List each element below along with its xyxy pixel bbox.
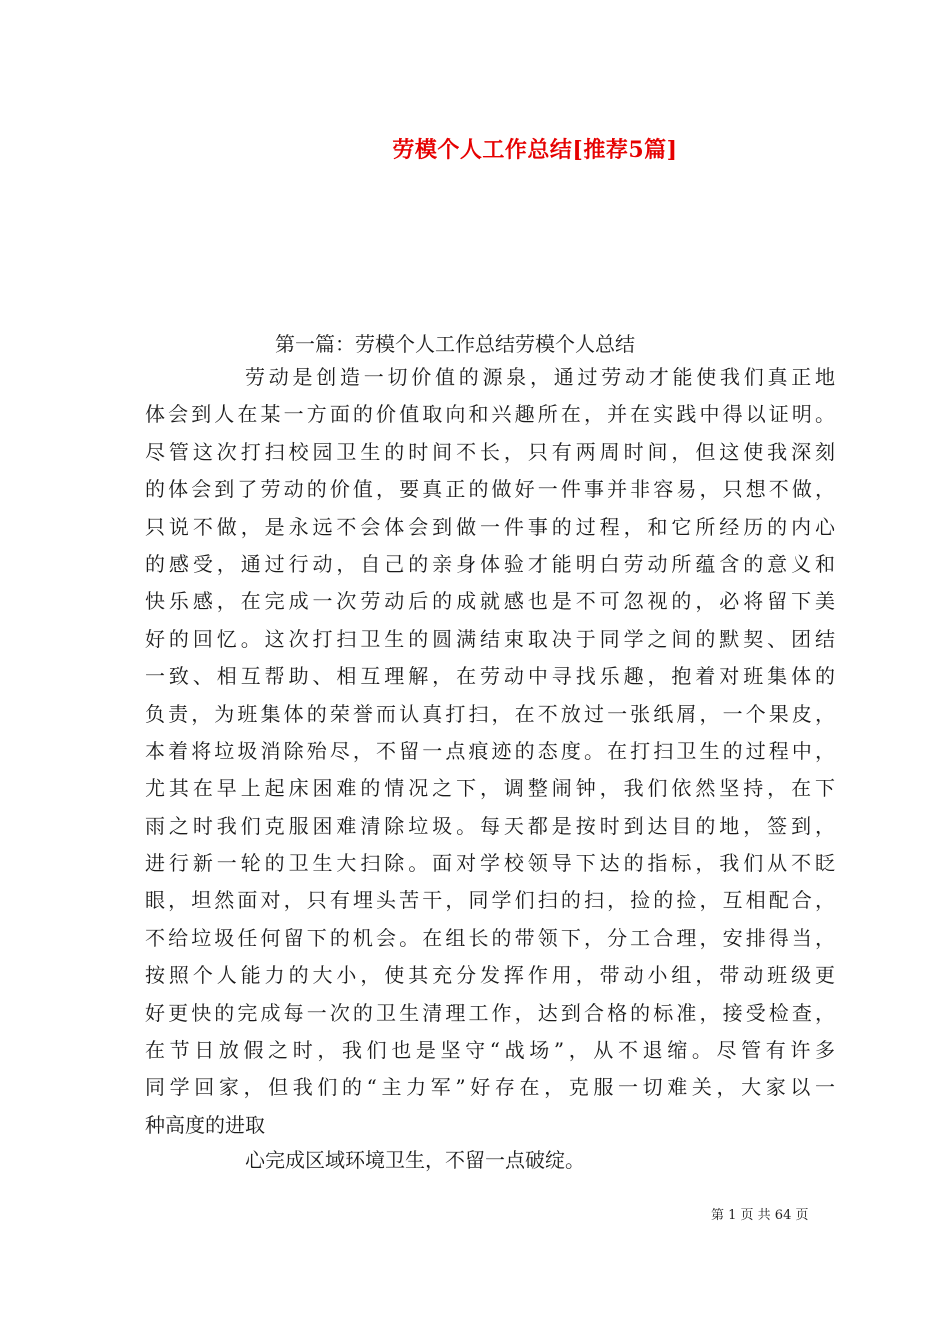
page-number-footer: 第 1 页 共 64 页 (711, 1208, 809, 1223)
body-line: 的感受，通过行动，自己的亲身体验才能明白劳动所蕴含的意义和 (145, 551, 835, 576)
body-line: 种高度的进取 (145, 1112, 265, 1137)
body-text (145, 359, 835, 1144)
document-title: 劳模个人工作总结[推荐5篇] (392, 137, 678, 163)
body-line: 在节日放假之时，我们也是坚守“战场”，从不退缩。尽管有许多 (145, 1038, 835, 1063)
body-line: 尽管这次打扫校园卫生的时间不长，只有两周时间，但这使我深刻 (145, 439, 835, 464)
body-line: 尤其在早上起床困难的情况之下，调整闹钟，我们依然坚持，在下 (145, 776, 835, 801)
body-line: 眼，坦然面对，只有埋头苦干，同学们扫的扫，捡的捡，互相配合， (145, 888, 835, 913)
body-line: 雨之时我们克服困难清除垃圾。每天都是按时到达目的地，签到， (145, 813, 835, 838)
body-line: 好更快的完成每一次的卫生清理工作，达到合格的标准，接受检查， (145, 1000, 835, 1025)
body-line: 劳动是创造一切价值的源泉，通过劳动才能使我们真正地 (245, 365, 835, 389)
body-line: 进行新一轮的卫生大扫除。面对学校领导下达的指标，我们从不眨 (145, 851, 835, 876)
body-line: 只说不做，是永远不会体会到做一件事的过程，和它所经历的内心 (145, 514, 835, 539)
body-line: 快乐感，在完成一次劳动后的成就感也是不可忽视的，必将留下美 (145, 589, 835, 614)
body-line: 按照个人能力的大小，使其充分发挥作用，带动小组，带动班级更 (145, 963, 835, 988)
body-line: 不给垃圾任何留下的机会。在组长的带领下，分工合理，安排得当， (145, 925, 835, 950)
trailing-line: 心完成区域环境卫生，不留一点破绽。 (245, 1148, 585, 1172)
body-line: 好的回忆。这次打扫卫生的圆满结束取决于同学之间的默契、团结 (145, 626, 835, 651)
body-line: 的体会到了劳动的价值，要真正的做好一件事并非容易，只想不做， (145, 477, 835, 502)
body-line: 体会到人在某一方面的价值取向和兴趣所在，并在实践中得以证明。 (145, 402, 835, 427)
body-line: 一致、相互帮助、相互理解，在劳动中寻找乐趣，抱着对班集体的 (145, 664, 835, 689)
section-heading: 第一篇：劳模个人工作总结劳模个人总结 (275, 332, 635, 356)
body-line: 同学回家，但我们的“主力军”好存在，克服一切难关，大家以一 (145, 1075, 835, 1100)
body-line: 负责，为班集体的荣誉而认真打扫，在不放过一张纸屑，一个果皮， (145, 701, 835, 726)
body-line: 本着将垃圾消除殆尽，不留一点痕迹的态度。在打扫卫生的过程中， (145, 738, 835, 763)
